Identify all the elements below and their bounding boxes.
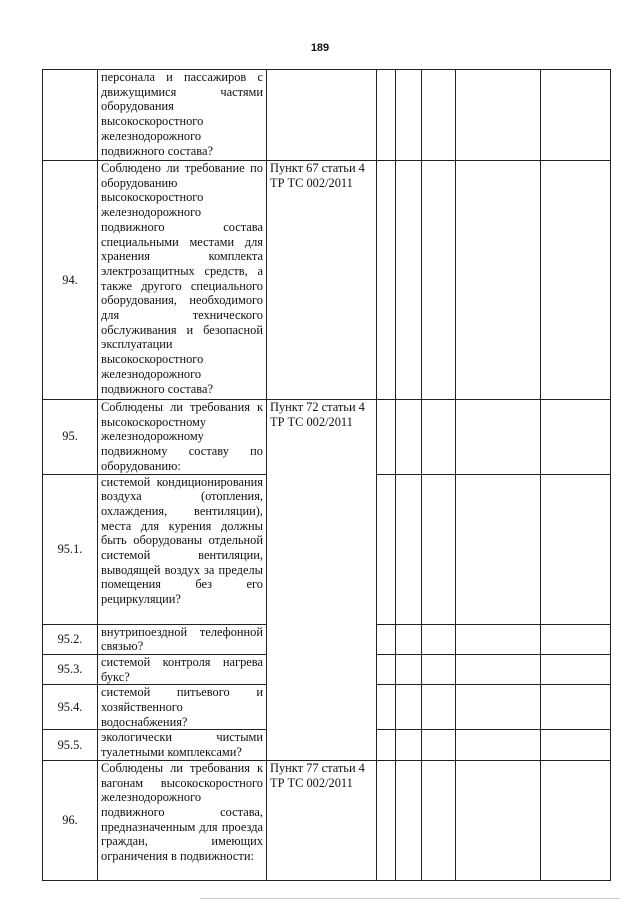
row-number: 94. — [43, 161, 98, 400]
question-cell: Соблюдены ли требования к высокоскоростному железнодорожному подвижному составу по оборудованию: — [98, 400, 267, 475]
row-number — [43, 70, 98, 161]
answer-cell-yes — [377, 654, 396, 684]
answer-cell-na — [422, 760, 456, 880]
answer-cell-no — [396, 760, 422, 880]
page-edge-line — [200, 898, 620, 899]
answer-cell-yes — [377, 474, 396, 624]
answer-cell-na — [422, 161, 456, 400]
row-number: 95.4. — [43, 685, 98, 730]
answer-cell-na — [422, 685, 456, 730]
answer-cell-no — [396, 70, 422, 161]
answer-cell-yes — [377, 685, 396, 730]
answer-cell-yes — [377, 161, 396, 400]
question-cell: Соблюдены ли требования к вагонам высокоскоростного железнодорожного подвижного состава, предназначенным для проезда граждан, имеющих ограничения в подвижности: — [98, 760, 267, 880]
reference-cell — [267, 70, 377, 161]
page-number: 189 — [310, 42, 330, 54]
row-number: 95.2. — [43, 624, 98, 654]
question-cell: Соблюдено ли требование по оборудованию высокоскоростного железнодорожного подвижного состава специальными местами для хранения комплекта электрозащитных средств, а также другого специального оборудования, необходимого для технического обслуживания и безопасной эксплуатации высокоскоростного железнодорожного подвижного состава? — [98, 161, 267, 400]
answer-cell-note — [456, 760, 541, 880]
answer-cell-na — [422, 730, 456, 760]
question-cell: системой контроля нагрева букс? — [98, 654, 267, 684]
answer-cell-note — [456, 730, 541, 760]
reference-cell: Пункт 77 статьи 4 ТР ТС 002/2011 — [267, 760, 377, 880]
answer-cell-na — [422, 624, 456, 654]
row-number: 95.3. — [43, 654, 98, 684]
answer-cell-no — [396, 654, 422, 684]
answer-cell-no — [396, 400, 422, 475]
table-row — [43, 70, 611, 161]
question-cell: системой питьевого и хозяйственного водоснабжения? — [98, 685, 267, 730]
answer-cell-note — [456, 400, 541, 475]
answer-cell-no — [396, 474, 422, 624]
answer-cell-yes — [377, 624, 396, 654]
answer-cell-no — [396, 624, 422, 654]
answer-cell-no — [396, 685, 422, 730]
answer-cell-no — [396, 730, 422, 760]
answer-cell-extra — [541, 624, 611, 654]
reference-cell: Пункт 72 статьи 4 ТР ТС 002/2011 — [267, 400, 377, 761]
answer-cell-note — [456, 654, 541, 684]
question-cell: внутрипоездной телефонной связью? — [98, 624, 267, 654]
answer-cell-yes — [377, 70, 396, 161]
answer-cell-extra — [541, 70, 611, 161]
table-row — [43, 400, 611, 475]
row-number: 95.1. — [43, 474, 98, 624]
answer-cell-na — [422, 474, 456, 624]
answer-cell-no — [396, 161, 422, 400]
answer-cell-na — [422, 400, 456, 475]
row-number: 95.5. — [43, 730, 98, 760]
row-number: 95. — [43, 400, 98, 475]
answer-cell-note — [456, 161, 541, 400]
answer-cell-yes — [377, 760, 396, 880]
answer-cell-extra — [541, 474, 611, 624]
answer-cell-extra — [541, 161, 611, 400]
answer-cell-note — [456, 624, 541, 654]
answer-cell-na — [422, 70, 456, 161]
answer-cell-extra — [541, 760, 611, 880]
answer-cell-note — [456, 685, 541, 730]
answer-cell-yes — [377, 400, 396, 475]
table-row — [43, 760, 611, 880]
answer-cell-yes — [377, 730, 396, 760]
answer-cell-extra — [541, 400, 611, 475]
table-row — [43, 161, 611, 400]
question-cell: экологически чистыми туалетными комплексами? — [98, 730, 267, 760]
answer-cell-extra — [541, 730, 611, 760]
question-cell: персонала и пассажиров с движущимися частями оборудования высокоскоростного железнодорожного подвижного состава? — [98, 70, 267, 161]
reference-cell: Пункт 67 статьи 4 ТР ТС 002/2011 — [267, 161, 377, 400]
answer-cell-note — [456, 70, 541, 161]
answer-cell-na — [422, 654, 456, 684]
question-cell: системой кондиционирования воздуха (отопления, охлаждения, вентиляции), места для курения должны быть оборудованы отдельной системой вентиляции, выводящей воздух за пределы помещения без его рециркуляции? — [98, 474, 267, 624]
answer-cell-note — [456, 474, 541, 624]
row-number: 96. — [43, 760, 98, 880]
checklist-table — [42, 69, 611, 881]
answer-cell-extra — [541, 654, 611, 684]
answer-cell-extra — [541, 685, 611, 730]
